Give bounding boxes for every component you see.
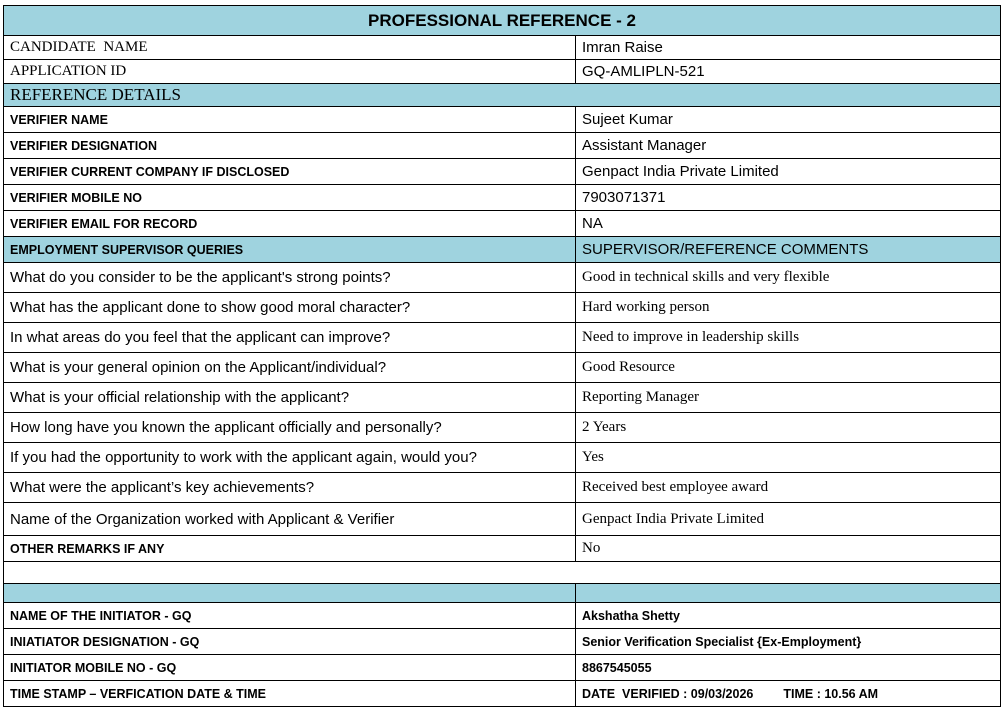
blank-row	[4, 562, 1001, 584]
application-id-label: APPLICATION ID	[4, 60, 576, 84]
initiator-row	[4, 655, 1001, 681]
candidate-name-label: CANDIDATE NAME	[4, 36, 576, 60]
application-id-value: GQ-AMLIPLN-521	[576, 60, 1001, 84]
query-row	[4, 383, 1001, 413]
timestamp-row	[4, 681, 1001, 707]
verifier-name-label: VERIFIER NAME	[4, 107, 576, 133]
queries-header-left: EMPLOYMENT SUPERVISOR QUERIES	[4, 237, 576, 263]
reference-details-title: REFERENCE DETAILS	[4, 84, 1001, 107]
query-answer: Good in technical skills and very flexible	[576, 263, 1001, 293]
query-row	[4, 443, 1001, 473]
header-bar-cell	[576, 584, 1001, 603]
verifier-row	[4, 159, 1001, 185]
query-row	[4, 263, 1001, 293]
initiator-name-value: Akshatha Shetty	[576, 603, 1001, 629]
query-question: What do you consider to be the applicant's strong points?	[4, 263, 576, 293]
query-answer: Reporting Manager	[576, 383, 1001, 413]
query-question: What has the applicant done to show good moral character?	[4, 293, 576, 323]
application-id-row	[4, 60, 1001, 84]
initiator-designation-value: Senior Verification Specialist {Ex-Employment}	[576, 629, 1001, 655]
candidate-name-row	[4, 36, 1001, 60]
query-question: What is your general opinion on the Applicant/individual?	[4, 353, 576, 383]
verifier-name-value: Sujeet Kumar	[576, 107, 1001, 133]
candidate-name-value: Imran Raise	[576, 36, 1001, 60]
reference-form-table	[3, 5, 1001, 707]
other-remarks-value: No	[576, 536, 1001, 562]
initiator-mobile-label: INITIATOR MOBILE NO - GQ	[4, 655, 576, 681]
verifier-designation-value: Assistant Manager	[576, 133, 1001, 159]
query-question: Name of the Organization worked with Applicant & Verifier	[4, 503, 576, 536]
query-question: If you had the opportunity to work with the applicant again, would you?	[4, 443, 576, 473]
query-row	[4, 503, 1001, 536]
initiator-name-label: NAME OF THE INITIATOR - GQ	[4, 603, 576, 629]
query-row	[4, 323, 1001, 353]
query-answer: Good Resource	[576, 353, 1001, 383]
reference-details-header	[4, 84, 1001, 107]
queries-header-row	[4, 237, 1001, 263]
query-answer: Genpact India Private Limited	[576, 503, 1001, 536]
timestamp-value	[576, 681, 1001, 707]
query-row	[4, 473, 1001, 503]
blank-cell	[4, 562, 1001, 584]
query-row	[4, 293, 1001, 323]
query-question: What is your official relationship with the applicant?	[4, 383, 576, 413]
other-remarks-label: OTHER REMARKS IF ANY	[4, 536, 576, 562]
queries-header-right: SUPERVISOR/REFERENCE COMMENTS	[576, 237, 1001, 263]
query-answer: Hard working person	[576, 293, 1001, 323]
verifier-row	[4, 185, 1001, 211]
verifier-row	[4, 133, 1001, 159]
verifier-email-value: NA	[576, 211, 1001, 237]
title-row	[4, 6, 1001, 36]
verifier-mobile-label: VERIFIER MOBILE NO	[4, 185, 576, 211]
verifier-row	[4, 211, 1001, 237]
verifier-designation-label: VERIFIER DESIGNATION	[4, 133, 576, 159]
query-question: What were the applicant’s key achievements?	[4, 473, 576, 503]
verifier-company-label: VERIFIER CURRENT COMPANY IF DISCLOSED	[4, 159, 576, 185]
header-bar-cell	[4, 584, 576, 603]
query-row	[4, 353, 1001, 383]
verifier-company-value: Genpact India Private Limited	[576, 159, 1001, 185]
query-answer: Yes	[576, 443, 1001, 473]
initiator-mobile-value: 8867545055	[576, 655, 1001, 681]
query-answer: 2 Years	[576, 413, 1001, 443]
initiator-designation-label: INIATIATOR DESIGNATION - GQ	[4, 629, 576, 655]
query-question: In what areas do you feel that the applicant can improve?	[4, 323, 576, 353]
date-verified: DATE VERIFIED : 09/03/2026	[582, 686, 754, 701]
initiator-header-bar	[4, 584, 1001, 603]
timestamp-label: TIME STAMP – VERFICATION DATE & TIME	[4, 681, 576, 707]
query-row	[4, 413, 1001, 443]
initiator-row	[4, 603, 1001, 629]
initiator-row	[4, 629, 1001, 655]
time-verified: TIME : 10.56 AM	[783, 686, 879, 701]
query-answer: Need to improve in leadership skills	[576, 323, 1001, 353]
verifier-row	[4, 107, 1001, 133]
form-title: PROFESSIONAL REFERENCE - 2	[4, 6, 1001, 36]
verifier-email-label: VERIFIER EMAIL FOR RECORD	[4, 211, 576, 237]
query-answer: Received best employee award	[576, 473, 1001, 503]
other-remarks-row	[4, 536, 1001, 562]
query-question: How long have you known the applicant officially and personally?	[4, 413, 576, 443]
verifier-mobile-value: 7903071371	[576, 185, 1001, 211]
